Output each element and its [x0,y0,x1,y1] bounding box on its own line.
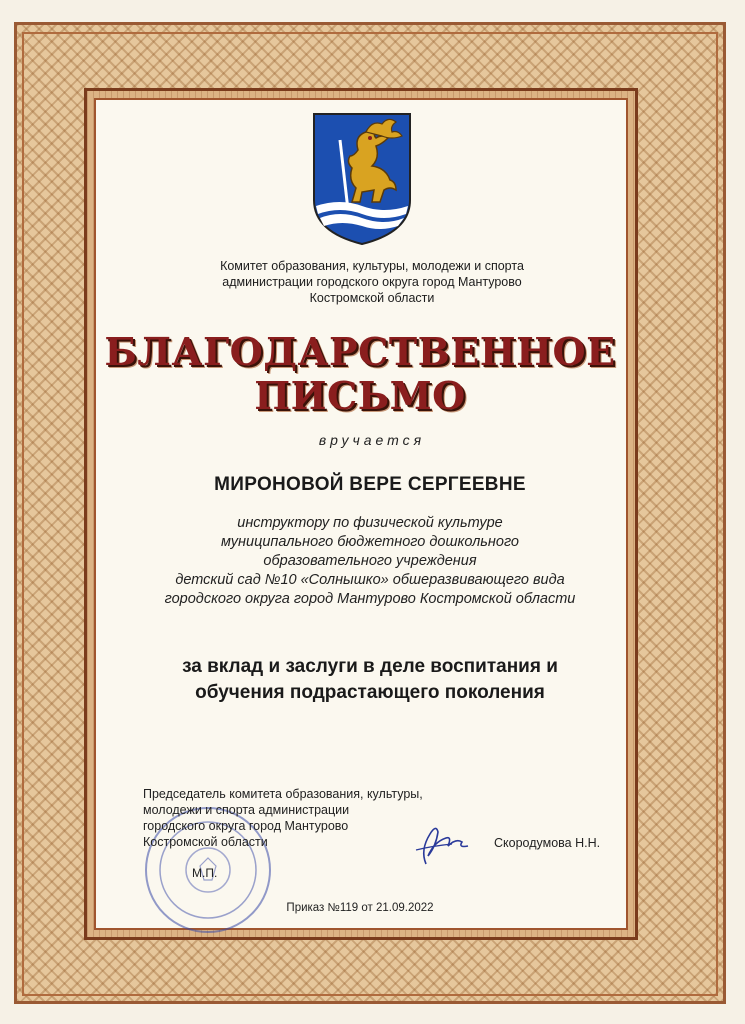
recipient-name: МИРОНОВОЙ ВЕРЕ СЕРГЕЕВНЕ [214,474,526,495]
position-line-4: детский сад №10 «Солнышко» обшеразвивающего вида [175,572,565,588]
position-line-5: городского округа город Мантурово Костромской области [164,591,576,607]
chair-line-4: Костромской области [143,835,268,849]
recipient-position [110,514,630,609]
award-reason [120,654,620,706]
chair-line-1: Председатель комитета образования, культуры, [143,787,423,801]
title-line-2: ПИСЬМО [254,373,466,418]
griffin-coat-of-arms-icon [310,110,414,248]
awarded-text: вручается [318,432,426,448]
position-line-3: образовательного учреждения [263,553,477,569]
seal-place-label: М.П. [192,866,218,880]
reason-line-2: обучения подрастающего поколения [195,682,545,703]
position-line-2: муниципального бюджетного дошкольного [221,534,519,550]
organization-name [140,258,604,306]
document-title [100,330,620,418]
position-line-1: инструктору по физической культуре [237,515,503,531]
title-line-1: БЛАГОДАРСТВЕННОЕ [104,329,616,374]
organization-line-2: администрации городского округа город Мантурово [222,275,522,289]
chair-line-2: молодежи и спорта администрации [143,803,350,817]
reason-line-1: за вклад и заслуги в деле воспитания и [182,656,558,677]
chair-line-3: городского округа город Мантурово [143,819,349,833]
handwritten-signature-icon [412,820,474,868]
organization-line-3: Костромской области [309,291,435,305]
signer-name: Скородумова Н.Н. [494,836,601,850]
organization-line-1: Комитет образования, культуры, молодежи и спорта [220,259,524,273]
order-reference: Приказ №119 от 21.09.2022 [286,902,434,914]
